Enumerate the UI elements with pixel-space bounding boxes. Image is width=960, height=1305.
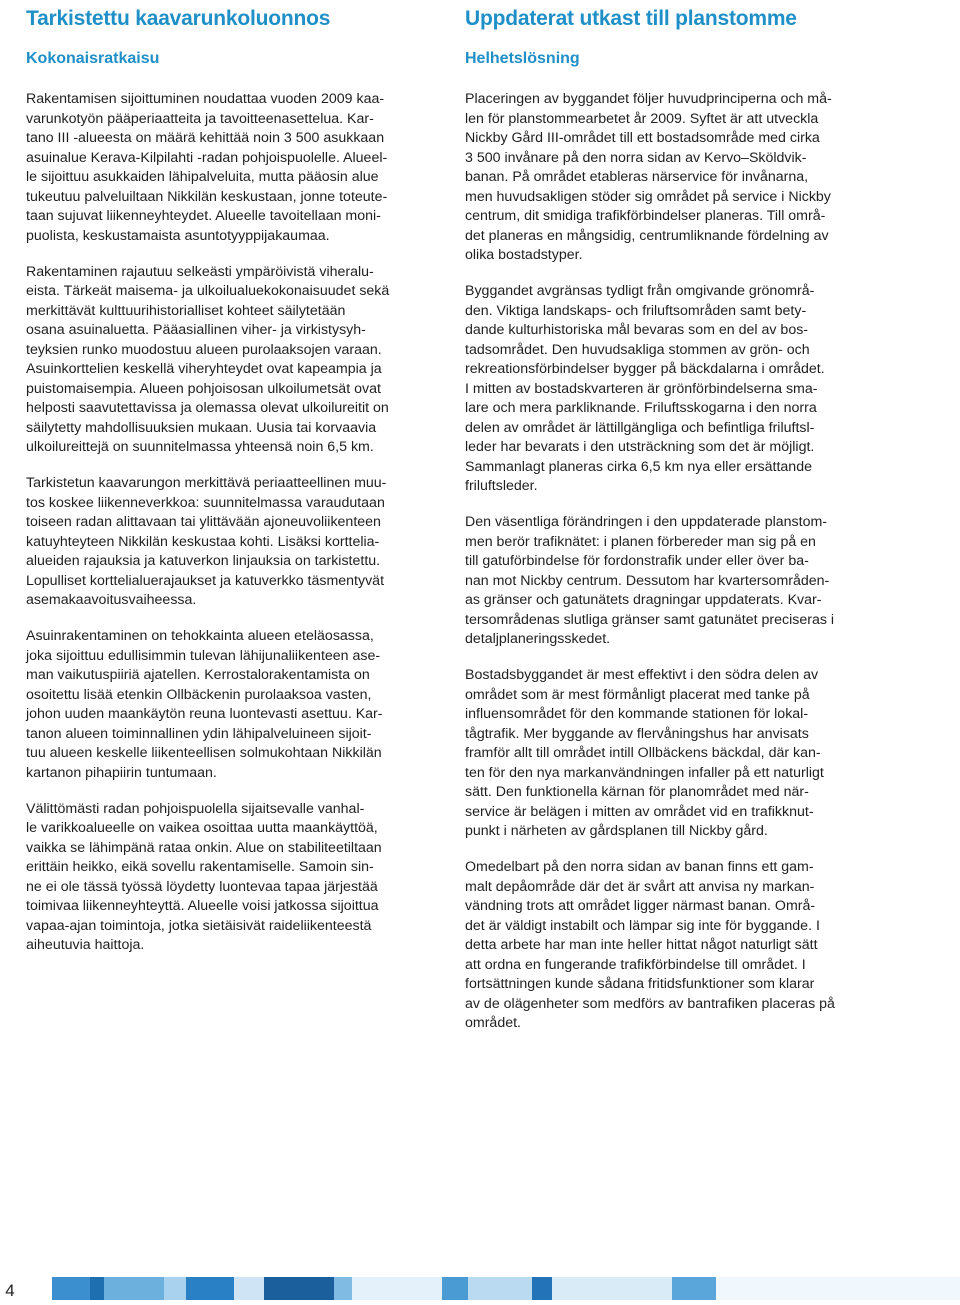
footer-bar-segment [234, 1277, 264, 1300]
footer-bar-segment [532, 1277, 552, 1300]
finnish-title: Tarkistettu kaavarunkoluonnos [26, 7, 331, 30]
footer-color-bar [52, 1277, 960, 1300]
swedish-column [465, 0, 905, 1050]
swedish-paragraph-3: Den väsentliga förändringen i den uppdaterade planstom- men berör trafiknätet: i planen förbereder man sig på en till gatuförbindelse för fordonstrafik under eller över ba- nan mot Nickby centrum. Dessutom har kvartersområden- as gränser och gatunätets dragningar uppdaterats. Kvar- tersområdenas slutliga gränser samt gatunätet preciseras i detaljplaneringsskedet. [465, 514, 835, 647]
swedish-subtitle: Helhetslösning [465, 50, 580, 67]
footer-bar-segment [186, 1277, 234, 1300]
finnish-column [26, 0, 456, 972]
swedish-paragraph-2: Byggandet avgränsas tydligt från omgivande grönområ- den. Viktiga landskaps- och friluftsområden samt bety- dande kulturhistoriska mål bevaras som en del av bos- tadsområdet. Den huvudsakliga stommen av grön- och rekreationsförbindelser bygger på bäckdalarna i området. I mitten av bostadskvarteren är grönförbindelserna sma- lare och mera parkliknande. Friluftsskogarna i den norra delen av området är lättillgängliga och befintliga friluftsl- leder har bevarats i den utsträckning som det är möjligt. Sammanlagt planeras cirka 6,5 km nya eller ersättande friluftsleder. [465, 283, 825, 494]
footer-bar-segment [716, 1277, 960, 1300]
swedish-paragraph-5: Omedelbart på den norra sidan av banan finns ett gam- malt depåområde där det är svårt att anvisa ny markan- vändning trots att området ligger närmast banan. Områ- det är väldigt instabilt och lämpar sig inte för byggande. I detta arbete har man inte heller hittat något naturligt sätt att ordna en fungerande trafikförbindelse till området. I fortsättningen kunde sådana fritidsfunktioner som klarar av de olägenheter som medförs av bantrafiken placeras på området. [465, 859, 835, 1031]
footer-bar-segment [104, 1277, 164, 1300]
finnish-paragraph-4: Asuinrakentaminen on tehokkainta alueen eteläosassa, joka sijoittuu edullisimmin tulevan lähijunaliikenteen ase- man vaikutuspiiriä ajatellen. Kerrostalorakentamista on osoitettu lisää etenkin Ollbäckenin purolaaksoa vasten, johon uuden maankäytön reuna luontevasti asettuu. Kar- tanon alueen toiminnallinen ydin lähipalveluineen sijoit- tuu alueen keskelle liikenteellisen solmukohtaan Nikkilän kartanon pihapiirin tuntumaan. [26, 628, 383, 781]
footer-bar-segment [552, 1277, 672, 1300]
finnish-body [26, 90, 456, 956]
footer-bar-segment [468, 1277, 532, 1300]
finnish-paragraph-5: Välittömästi radan pohjoispuolella sijaitsevalle vanhal- le varikkoalueelle on vaikea osoittaa uutta maankäyttöä, vaikka se lähimpänä rataa onkin. Alue on stabiliteetiltaan erittäin heikko, eikä sovellu rakentamiselle. Samoin sin- ne ei ole tässä työssä löydetty luontevaa tapaa järjestää toimivaa liikenneyhteyttä. Alueelle voisi jatkossa sijoittua vapaa-ajan toimintoja, jotka sietäisivät raideliikenteestä aiheutuvia haittoja. [26, 800, 382, 953]
footer-bar-segment [90, 1277, 104, 1300]
footer-bar-segment [334, 1277, 352, 1300]
finnish-subtitle: Kokonaisratkaisu [26, 50, 160, 67]
swedish-body [465, 90, 905, 1034]
swedish-paragraph-1: Placeringen av byggandet följer huvudprinciperna och må- len för planstommearbetet år 2009. Syftet är att utveckla Nickby Gård III-området till ett bostadsområde med cirka 3 500 invånare på den norra sidan av Kervo–Sköldvik- banan. På området etableras närservice för invånarna, men huvudsakligen stöder sig området på service i Nickby centrum, dit smidiga trafikförbindelser planeras. Till områ- det planeras en mångsidig, centrumliknande fördelning av olika bostadstyper. [465, 91, 832, 263]
footer-bar-segment [352, 1277, 442, 1300]
footer-bar-segment [164, 1277, 186, 1300]
page-number: 4 [5, 1281, 15, 1300]
finnish-paragraph-1: Rakentamisen sijoittuminen noudattaa vuoden 2009 kaa- varunkotyön pääperiaatteita ja tavoitteenasettelua. Kar- tano III -alueesta on määrä kehittää noin 3 500 asukkaan asuinalue Kerava-Kilpilahti -radan pohjoispuolelle. Alueel- le sijoittuu asukkaiden lähipalveluita, mutta pääosin alue tukeutuu palveluiltaan Nikkilän keskustaan, jonne toteute- taan sujuvat liikenneyhteydet. Alueelle tavoitellaan moni- puolista, keskustamaista asuntotyyppijakaumaa. [26, 91, 388, 244]
finnish-paragraph-3: Tarkistetun kaavarungon merkittävä periaatteellinen muu- tos koskee liikenneverkkoa: suunnitelmassa varaudutaan toiseen radan alittavaan tai ylittävään ajoneuvoliikenteen katuyhteyteen Nikkilän keskustaa kohti. Lisäksi korttelia- alueiden rajauksia ja katuverkon linjauksia on tarkistettu. Lopulliset korttelialuerajaukset ja katuverkko täsmentyvät asemakaavoitusvaiheessa. [26, 475, 387, 608]
footer-bar-segment [672, 1277, 716, 1300]
footer-bar-segment [264, 1277, 334, 1300]
footer-bar-segment [52, 1277, 90, 1300]
footer-bar-segment [442, 1277, 468, 1300]
swedish-paragraph-4: Bostadsbyggandet är mest effektivt i den södra delen av området som är mest förmånligt placerat med tanke på influensområdet för den kommande stationen för lokal- tågtrafik. Mer byggande av flervåningshus har anvisats framför allt till området intill Ollbäckens bäckdal, där kan- ten för den nya markanvändningen infaller på ett naturligt sätt. Den funktionella kärnan för planområdet med när- service är belägen i mitten av området vid en trafikknut- punkt i närheten av gårdsplanen till Nickby gård. [465, 667, 824, 839]
finnish-paragraph-2: Rakentaminen rajautuu selkeästi ympäröivistä viheralu- eista. Tärkeät maisema- ja ulkoilualuekokonaisuudet sekä merkittävät kulttuurihistorialliset kohteet säilytetään osana asuinaluetta. Pääasiallinen viher- ja virkistysyh- teyksien runko muodostuu alueen purolaaksojen varaan. Asuinkorttelien keskellä viheryhteydet ovat kapeampia ja puistomaisempia. Alueen pohjoisosan ulkoilumetsät ovat helposti saavutettavissa ja olemassa olevat ulkoilureitit on säilytetty mahdollisuuksien mukaan. Uusia tai korvaavia ulkoilureittejä on suunnitelmassa yhteensä noin 6,5 km. [26, 263, 390, 455]
swedish-title: Uppdaterat utkast till planstomme [465, 7, 797, 30]
